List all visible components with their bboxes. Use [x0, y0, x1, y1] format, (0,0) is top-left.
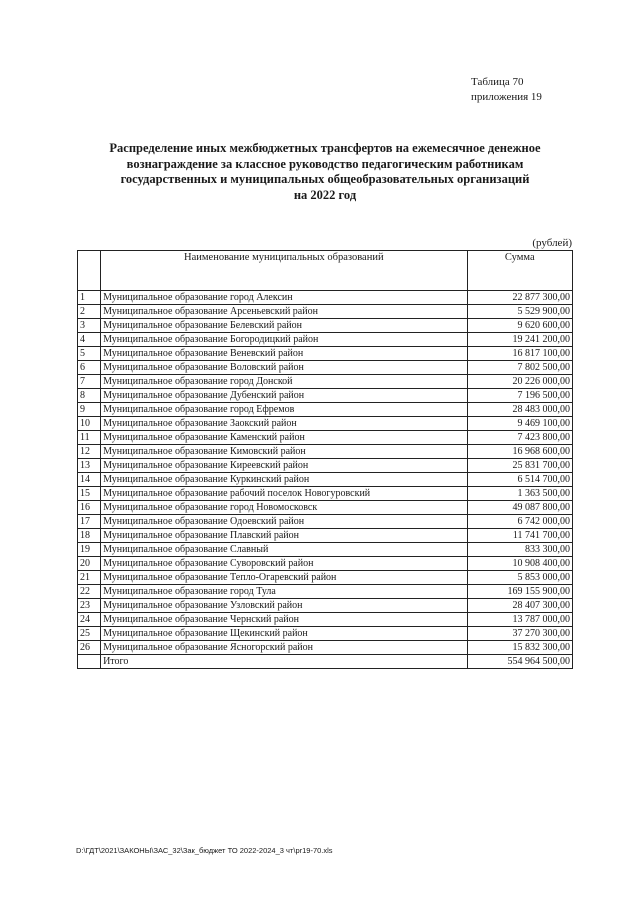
appendix-number: приложения 19 [471, 91, 542, 103]
table-row [78, 445, 573, 459]
row-number: 26 [78, 641, 101, 655]
title-line: Распределение иных межбюджетных трансфертов на ежемесячное денежное [109, 141, 541, 155]
table-row [78, 501, 573, 515]
row-name: Муниципальное образование Узловский район [101, 599, 467, 613]
table-reference [471, 75, 542, 105]
row-sum: 11 741 700,00 [467, 529, 572, 543]
row-name: Муниципальное образование Чернский район [101, 613, 467, 627]
row-name: Муниципальное образование Арсеньевский район [101, 305, 467, 319]
row-name: Муниципальное образование Славный [101, 543, 467, 557]
row-sum: 6 514 700,00 [467, 473, 572, 487]
table-row [78, 473, 573, 487]
row-number: 19 [78, 543, 101, 557]
table-row [78, 585, 573, 599]
table-row [78, 319, 573, 333]
row-name: Муниципальное образование Кимовский район [101, 445, 467, 459]
table-row [78, 571, 573, 585]
table-row [78, 431, 573, 445]
row-number: 3 [78, 319, 101, 333]
row-number: 18 [78, 529, 101, 543]
row-number: 21 [78, 571, 101, 585]
row-sum: 13 787 000,00 [467, 613, 572, 627]
row-sum: 6 742 000,00 [467, 515, 572, 529]
row-name: Муниципальное образование Тепло-Огаревский район [101, 571, 467, 585]
row-number: 8 [78, 389, 101, 403]
row-sum: 28 407 300,00 [467, 599, 572, 613]
table-row [78, 389, 573, 403]
table-row [78, 641, 573, 655]
row-number: 22 [78, 585, 101, 599]
row-sum: 25 831 700,00 [467, 459, 572, 473]
row-sum: 7 423 800,00 [467, 431, 572, 445]
row-number: 16 [78, 501, 101, 515]
row-number: 15 [78, 487, 101, 501]
table-row [78, 375, 573, 389]
table-row [78, 529, 573, 543]
row-name: Муниципальное образование Каменский район [101, 431, 467, 445]
row-sum: 7 196 500,00 [467, 389, 572, 403]
total-label: Итого [101, 655, 467, 669]
table-row [78, 459, 573, 473]
row-name: Муниципальное образование город Алексин [101, 291, 467, 305]
table-row [78, 361, 573, 375]
row-name: Муниципальное образование город Ефремов [101, 403, 467, 417]
table-row [78, 487, 573, 501]
row-sum: 833 300,00 [467, 543, 572, 557]
row-sum: 169 155 900,00 [467, 585, 572, 599]
row-name: Муниципальное образование Веневский район [101, 347, 467, 361]
row-sum: 5 853 000,00 [467, 571, 572, 585]
row-sum: 9 620 600,00 [467, 319, 572, 333]
row-name: Муниципальное образование Дубенский район [101, 389, 467, 403]
row-name: Муниципальное образование город Новомосковск [101, 501, 467, 515]
table-row [78, 305, 573, 319]
row-number: 25 [78, 627, 101, 641]
row-name: Муниципальное образование рабочий поселок Новогуровский [101, 487, 467, 501]
row-sum: 19 241 200,00 [467, 333, 572, 347]
row-number: 4 [78, 333, 101, 347]
table-body [78, 291, 573, 669]
row-sum: 15 832 300,00 [467, 641, 572, 655]
table-row [78, 613, 573, 627]
row-number: 14 [78, 473, 101, 487]
row-name: Муниципальное образование Щекинский район [101, 627, 467, 641]
file-path-footer: D:\ГДТ\2021\ЗАКОНЫ\ЗАС_32\Зак_бюджет ТО 2022-2024_3 чт\pr19-70.xls [76, 846, 333, 855]
row-sum: 22 877 300,00 [467, 291, 572, 305]
table-row [78, 557, 573, 571]
row-name: Муниципальное образование Киреевский район [101, 459, 467, 473]
row-name: Муниципальное образование Плавский район [101, 529, 467, 543]
table-row [78, 599, 573, 613]
row-sum: 37 270 300,00 [467, 627, 572, 641]
row-sum: 1 363 500,00 [467, 487, 572, 501]
row-sum: 28 483 000,00 [467, 403, 572, 417]
row-name: Муниципальное образование город Тула [101, 585, 467, 599]
row-number: 1 [78, 291, 101, 305]
row-name: Муниципальное образование Куркинский район [101, 473, 467, 487]
row-sum: 49 087 800,00 [467, 501, 572, 515]
row-sum: 16 817 100,00 [467, 347, 572, 361]
row-sum: 7 802 500,00 [467, 361, 572, 375]
title-line: государственных и муниципальных общеобразовательных организаций [120, 172, 530, 186]
table-row [78, 417, 573, 431]
header-number-cell [78, 251, 101, 291]
row-name: Муниципальное образование Воловский район [101, 361, 467, 375]
row-number: 17 [78, 515, 101, 529]
row-number: 6 [78, 361, 101, 375]
row-number: 12 [78, 445, 101, 459]
distribution-table [77, 250, 573, 669]
table-row [78, 333, 573, 347]
title-line: вознаграждение за классное руководство педагогическим работникам [126, 156, 524, 171]
row-sum: 20 226 000,00 [467, 375, 572, 389]
row-number: 13 [78, 459, 101, 473]
header-name-cell: Наименование муниципальных образований [101, 251, 467, 291]
row-name: Муниципальное образование город Донской [101, 375, 467, 389]
table-header-row [78, 251, 573, 291]
table-row [78, 403, 573, 417]
row-sum: 9 469 100,00 [467, 417, 572, 431]
row-number: 7 [78, 375, 101, 389]
title-line: на 2022 год [293, 187, 357, 202]
document-title [60, 141, 590, 203]
table-row [78, 543, 573, 557]
row-name: Муниципальное образование Одоевский район [101, 515, 467, 529]
row-number: 5 [78, 347, 101, 361]
row-sum: 10 908 400,00 [467, 557, 572, 571]
header-sum-cell: Сумма [467, 251, 572, 291]
row-name: Муниципальное образование Белевский район [101, 319, 467, 333]
row-sum: 5 529 900,00 [467, 305, 572, 319]
table-row [78, 515, 573, 529]
table-row [78, 347, 573, 361]
total-sum: 554 964 500,00 [467, 655, 572, 669]
total-row [78, 655, 573, 669]
row-number: 11 [78, 431, 101, 445]
total-number-cell [78, 655, 101, 669]
row-sum: 16 968 600,00 [467, 445, 572, 459]
row-name: Муниципальное образование Заокский район [101, 417, 467, 431]
row-name: Муниципальное образование Ясногорский район [101, 641, 467, 655]
units-label: (рублей) [532, 237, 572, 249]
row-number: 10 [78, 417, 101, 431]
table-row [78, 627, 573, 641]
row-number: 2 [78, 305, 101, 319]
row-name: Муниципальное образование Богородицкий район [101, 333, 467, 347]
row-number: 9 [78, 403, 101, 417]
row-number: 23 [78, 599, 101, 613]
row-number: 24 [78, 613, 101, 627]
table-row [78, 291, 573, 305]
row-name: Муниципальное образование Суворовский район [101, 557, 467, 571]
table-number: Таблица 70 [471, 76, 524, 88]
row-number: 20 [78, 557, 101, 571]
